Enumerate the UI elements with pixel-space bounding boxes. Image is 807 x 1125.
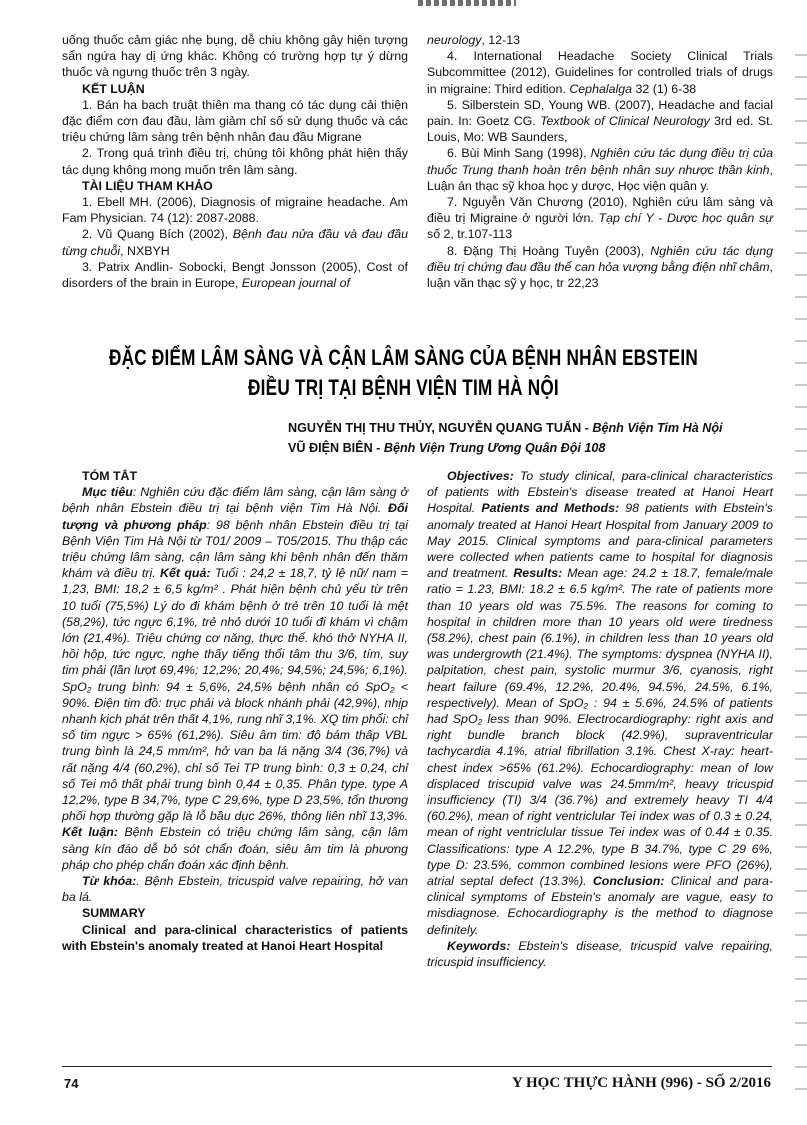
author-affiliation: Bệnh Viện Trung Ương Quân Đội 108 — [383, 441, 606, 455]
author-names: NGUYỄN THỊ THU THỦY, NGUYỄN QUANG TUẤN - — [288, 421, 593, 435]
text-run: 3rd ed. St. Louis, Mo: WB Saunders, — [427, 114, 773, 145]
paragraph — [62, 145, 408, 177]
abstract-vietnamese-column — [62, 468, 408, 954]
authors-block — [288, 418, 723, 458]
text-run: : 98 bệnh nhân Ebstein điều trị tại Bệnh Viện Tim Hà Nội từ T01/ 2009 – T05/2015. Thu thập các triệu chứng lâm sàng, cận lâm sàng khi bệnh nhân đến thăm khám và điều trị. — [62, 517, 408, 581]
text-run: 98 patients with Ebstein's anomaly treated at Hanoi Heart Hospital from January 2009 to May 2015. Clinical symptoms and para-clinical parameters were collected when patients came to hospital for diagnosis and treatment. — [427, 501, 773, 581]
text-run: Đối tượng và phương pháp — [62, 501, 408, 532]
text-run: Kết luận: — [62, 825, 118, 840]
paragraph — [427, 243, 773, 292]
text-run: Bệnh đau nửa đầu và đau đầu từng chuỗi — [62, 227, 408, 258]
text-run: 3. Patrix Andlin- Sobocki, Bengt Jonsson (2005), Cost of disorders of the brain in Europe, — [62, 259, 408, 291]
paragraph — [427, 145, 773, 194]
text-run: Results: — [513, 566, 563, 581]
paragraph — [62, 259, 408, 291]
text-run: 32 (1) 6-38 — [632, 81, 697, 96]
text-run: SUMMARY — [82, 906, 146, 921]
text-run: TÓM TẮT — [82, 469, 138, 483]
paragraph — [62, 194, 408, 226]
journal-footer: Y HỌC THỰC HÀNH (996) - SỐ 2/2016 — [511, 1075, 771, 1091]
text-run: uống thuốc cảm giác nhẹ bụng, dễ chiu không gây hiện tượng sẩn ngứa hay dị ứng khác. Không có trường hợp tự ý dừng thuốc và ngưng thuốc trên 3 ngày. — [62, 33, 408, 80]
article-title-line-1: ĐẶC ĐIỂM LÂM SÀNG VÀ CẬN LÂM SÀNG CỦA BỆNH NHÂN EBSTEIN — [108, 345, 698, 370]
section-heading — [62, 905, 408, 921]
text-run: 1. Ebell MH. (2006), Diagnosis of migraine headache. Am Fam Physician. 74 (12): 2087-2088. — [62, 195, 408, 226]
text-run: Tạp chí Y - Dược học quân sự — [598, 211, 773, 226]
text-run: Tuổi : 24,2 ± 18,7, tỷ lệ nữ/ nam = 1,23, BMI: 18,2 ± 6,5 kg/m² . Phát hiện bệnh chủ yếu từ trên 10 tuổi (75,5%) Lý do đi khám bệnh ở trẻ trên 10 tuổi là mệt (58,2%), tức ngực 6,1%, trẻ nhỏ dưới 10 tuổi đi khám vì chậm lớn (21,4%). Triệu chứng cơ năng, thực thể. khó thở NYHA II, hồi hộp, tức ngực, nghe thấy tiếng thổi tâm thu 3/6, tím, suy tim phải (lần lượt 69,4%; 12,2%; 20,4%; 94,5%; 24,5%; 6,1%). SpO₂ trung bình: 94 ± 5,6%, 24,5% bệnh nhân có SpO₂ < 90%. Điện tim đồ: trục phải và block nhánh phải (42,9%), nhịp nhanh kịch phát trên thất 4,1%, rung nhĩ 3,1%. XQ tim phổi: chỉ số tim ngực > 65% (61,2%). Siêu âm tim: độ bám thấp VBL trung bình là 24,5 mm/m², hở van ba lá nặng 3/4 (36,7%) và rất nặng 4/4 (60,2%), chỉ số Tei TP trung bình: 0,3 ± 0,24, chỉ số Tei mô thất phải trung bình 0,44 ± 0,35. Phân type. type A 12,2%, type B 34,7%, type C 29,6%, type D 23,5%, tổn thương phối hợp thường gặp là lỗ bầu dục 26%, thông liên nhĩ 13,3%. — [62, 566, 408, 824]
author-names: VŨ ĐIỆN BIÊN - — [288, 441, 384, 455]
paragraph — [427, 32, 773, 48]
text-run: neurology — [427, 33, 482, 47]
text-run: Kết quả: — [160, 566, 211, 581]
top-left-column — [62, 32, 408, 291]
article-title — [0, 343, 807, 403]
page-number: 74 — [64, 1076, 79, 1091]
section-heading — [62, 468, 408, 484]
text-run: , Luận án thạc sỹ khoa học y dược, Học viện quân y. — [427, 162, 773, 193]
text-run: 8. Đặng Thị Hoàng Tuyên (2003), — [447, 243, 651, 258]
paragraph — [427, 194, 773, 243]
text-run: To study clinical, para-clinical characteristics of patients with Ebstein's disease treated at Hanoi Heart Hospital. — [427, 469, 773, 516]
scan-artifact — [418, 0, 516, 6]
paragraph — [62, 922, 408, 954]
text-run: Conclusion: — [592, 874, 665, 889]
paragraph — [62, 97, 408, 146]
section-heading — [62, 81, 408, 97]
text-run: 6. Bùi Minh Sang (1998), — [447, 146, 591, 161]
text-run: 7. Nguyễn Văn Chương (2010), Nghiên cứu lâm sàng và điều trị Migraine ở người lớn. — [427, 195, 773, 226]
text-run: Clinical and para-clinical characteristics of patients with Ebstein's anomaly treated at Hanoi Heart Hospital — [62, 922, 408, 953]
footer-divider — [62, 1066, 772, 1067]
text-run: Cephalalga — [569, 81, 633, 96]
abstract-english-column — [427, 468, 773, 970]
text-run: European journal of — [241, 276, 350, 291]
paragraph — [62, 226, 408, 258]
text-run: Patients and Methods: — [481, 501, 620, 516]
text-run: Ebstein's disease, tricuspid valve repairing, tricuspid insufficiency. — [427, 938, 773, 970]
paragraph — [427, 468, 773, 938]
text-run: 2. Vũ Quang Bích (2002), — [82, 227, 233, 242]
text-run: : Nghiên cứu đặc điểm lâm sàng, cận lâm sàng ở bệnh nhân Ebstein điều trị tại bệnh viện Tim Hà Nội. — [62, 485, 408, 516]
text-run: Mean age: 24.2 ± 18.7, female/male ratio = 1.23, BMI: 18.2 ± 6.5 kg/m². The rate of patients more than 10 years old was 75.5%. The reasons for coming to hospital in children more than 10 years old were tiredness (58.2%), chest pain (6.1%), in children less than 10 years old was undergrowth (21.4%). The symptoms: dyspnea (NYHA II), palpitation, chest pain, systolic murmur 3/6, cyanosis, right heart failure (69.4%, 12.2%, 20.4%, 94.5%, 24.5%, 6.1%, respectively). Mean of SpO₂ : 94 ± 5.6%, 24.5% of patients had SpO₂ less than 90%. Electrocardiography: right axis and right bundle branch block (42.9%), supraventricular tachycardia 4.1%, atrial fibrillation 3.1%. Chest X-ray: heart-chest index >65% (61.2%). Echocardiography: mean of low displaced triscupid valve was 24.5mm/m², heavy tricuspid insufficiency (TI) 3/4 (36.7%) and extremely heavy TI 4/4 (60.2%), mean of right ventriclular Tei index was of 0.3 ± 0.24, mean of right ventriclular tissue Tei index was of 0.44 ± 0.35. Classifications: type A 12.2%, type B 34.7%, type C 29 6%, type D: 23.5%, common combined lesions were PFO (26%), atrial septal defect (13.3%). — [427, 566, 774, 889]
text-run: , 12-13 — [481, 33, 520, 47]
text-run: 1. Bán ha bach truật thiên ma thang có tác dụng cải thiện đặc điểm cơn đau đầu, làm giảm chỉ số sử dụng thuốc và các triệu chứng lâm sàng trên bệnh nhân đau đầu Migrane — [62, 97, 408, 145]
section-heading — [62, 178, 408, 194]
text-run: Mục tiêu — [82, 485, 133, 500]
text-run: TÀI LIỆU THAM KHẢO — [82, 178, 213, 193]
text-run: 2. Trong quá trình điều trị, chúng tôi không phát hiện thấy tác dụng không mong muốn trên lâm sàng. — [62, 146, 408, 177]
text-run: Textbook of Clinical Neurology — [540, 114, 710, 129]
text-run: Keywords: — [447, 938, 511, 953]
paragraph — [427, 938, 773, 970]
paragraph — [62, 484, 408, 873]
text-run: , NXBYH — [120, 243, 170, 258]
text-run: Từ khóa: — [82, 874, 137, 889]
paragraph — [62, 873, 408, 905]
text-run: Nghiên cứu tác dụng điều trị của thuốc Trung thanh hoàn trên bệnh nhân suy nhược thần kinh — [427, 146, 773, 177]
author-line — [288, 418, 723, 438]
article-title-line-2: ĐIỀU TRỊ TẠI BỆNH VIỆN TIM HÀ NỘI — [248, 375, 559, 400]
paragraph — [427, 97, 773, 146]
author-affiliation: Bệnh Viện Tim Hà Nội — [592, 421, 723, 435]
scan-edge-artifact — [795, 40, 807, 1100]
text-run: Objectives: — [447, 469, 514, 483]
text-run: Nghiên cứu tác dụng điều trị chứng đau đầu thể can hỏa vượng bằng điện nhĩ châm — [427, 243, 773, 274]
text-run: 4. International Headache Society Clinical Trials Subcommittee (2012), Guidelines for controlled trials of drugs in migraine: Third edition. — [427, 49, 773, 96]
paragraph — [427, 48, 773, 97]
references-right-column — [427, 32, 773, 291]
author-line — [288, 438, 723, 458]
text-run: KẾT LUẬN — [82, 81, 145, 96]
paragraph — [62, 32, 408, 81]
text-run: Clinical and para-clinical symptoms of Ebstein's anomaly are vague, easy to misdiagnose. Echocardiography is the method to diagnose definitely. — [427, 874, 773, 937]
text-run: Bệnh Ebstein có triệu chứng lâm sàng, cận lâm sàng kín đáo dễ bỏ sót chẩn đoán, siêu âm tim là phương pháp cho phép chẩn đoán xác định bệnh. — [62, 825, 408, 872]
text-run: . Bệnh Ebstein, tricuspid valve repairing, hở van ba lá. — [62, 874, 408, 905]
text-run: 5. Silberstein SD, Young WB. (2007), Headache and facial pain. In: Goetz CG. — [427, 97, 773, 129]
text-run: số 2, tr.107-113 — [427, 227, 513, 242]
text-run: , luận văn thạc sỹ y học, tr 22,23 — [427, 259, 773, 291]
